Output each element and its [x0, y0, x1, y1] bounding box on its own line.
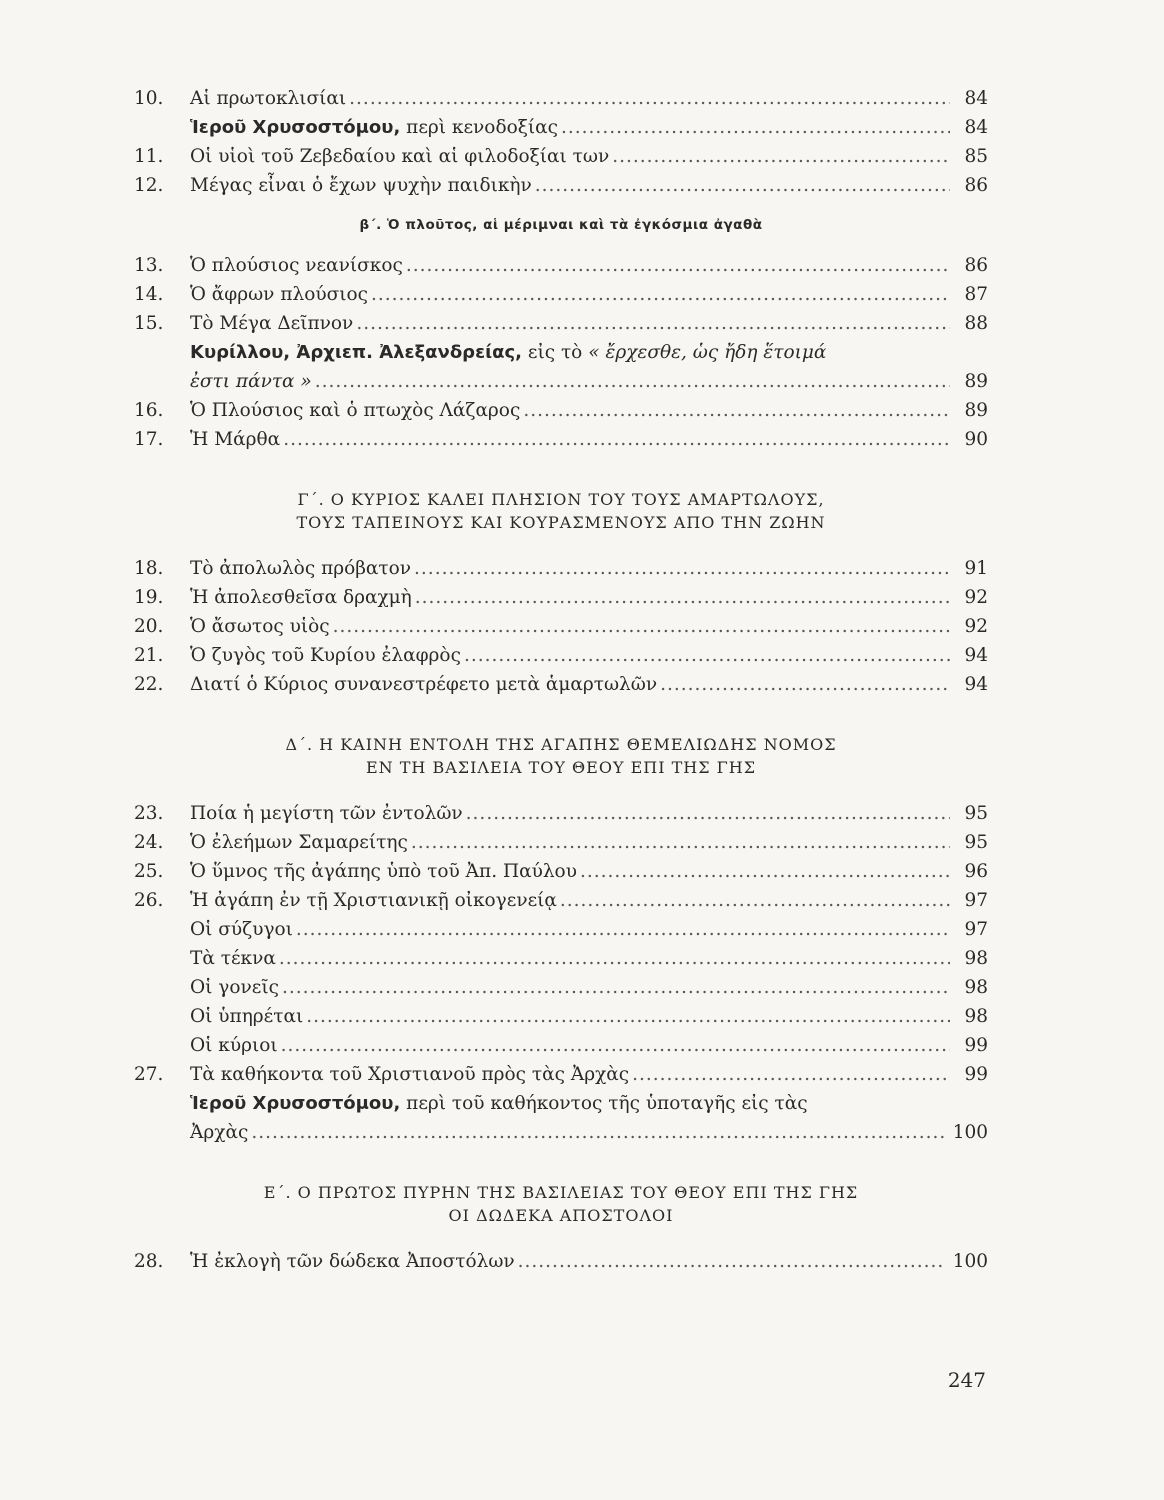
chrysostom-text-1: περὶ τοῦ καθήκοντος τῆς ὑποταγῆς εἰς τὰς	[400, 1093, 808, 1114]
toc-entry	[134, 1247, 988, 1276]
toc-entry	[134, 583, 988, 612]
section-heading-e-line2: ΟΙ ΔΩΔΕΚΑ ΑΠΟΣΤΟΛΟΙ	[448, 1206, 674, 1225]
leader-dots	[580, 857, 950, 886]
page-ref: 95	[964, 832, 988, 853]
leader-dots	[414, 554, 950, 583]
leader-dots	[282, 973, 950, 1002]
toc-entry	[134, 1031, 988, 1060]
toc-group-c	[134, 554, 988, 699]
section-heading-c-line1: Γ΄. Ο ΚΥΡΙΟΣ ΚΑΛΕΙ ΠΛΗΣΙΟΝ ΤΟΥ ΤΟΥΣ ΑΜΑΡΤΩΛΟΥΣ,	[297, 490, 825, 509]
chrysostom-author: Ἱεροῦ Χρυσοστόμου,	[190, 1093, 401, 1114]
chrysostom-text-2: Ἀρχὰς	[190, 1122, 249, 1143]
entry-title: Μέγας εἶναι ὁ ἔχων ψυχὴν παιδικὴν	[190, 175, 532, 196]
toc-entry	[134, 944, 988, 973]
entry-title: Τὸ Μέγα Δεῖπνον	[190, 313, 354, 334]
toc-entry-kyrillos-cont	[134, 367, 988, 396]
page-ref: 97	[964, 890, 988, 911]
toc-entry-chrysostom	[134, 1089, 988, 1118]
toc-entry	[134, 425, 988, 454]
page-ref: 100	[952, 1251, 988, 1272]
page-ref: 91	[964, 558, 988, 579]
entry-number: 16.	[134, 400, 164, 421]
toc-group-d	[134, 799, 988, 1089]
toc-entry	[134, 1002, 988, 1031]
leader-dots	[356, 309, 950, 338]
entry-number: 28.	[134, 1251, 164, 1272]
page-ref: 89	[964, 400, 988, 421]
entry-title: Ὁ ζυγὸς τοῦ Κυρίου ἐλαφρὸς	[190, 645, 461, 666]
page-ref: 99	[964, 1064, 988, 1085]
page-ref: 96	[964, 861, 988, 882]
toc-entry	[134, 612, 988, 641]
entry-number: 19.	[134, 587, 164, 608]
toc-entry	[134, 396, 988, 425]
leader-dots	[632, 1060, 950, 1089]
entry-number: 24.	[134, 832, 164, 853]
page-ref: 84	[964, 117, 988, 138]
leader-dots	[411, 828, 950, 857]
entry-number: 13.	[134, 255, 164, 276]
entry-number: 17.	[134, 429, 164, 450]
entry-number: 23.	[134, 803, 164, 824]
table-of-contents	[134, 84, 988, 1276]
leader-dots	[283, 425, 950, 454]
leader-dots	[406, 251, 950, 280]
entry-number: 27.	[134, 1064, 164, 1085]
entry-title: Ἡ ἐκλογὴ τῶν δώδεκα Ἀποστόλων	[190, 1251, 515, 1272]
entry-title: Ἡ ἀγάπη ἐν τῇ Χριστιανικῇ οἰκογενείᾳ	[190, 890, 557, 911]
entry-title: Ὁ ἄσωτος υἱὸς	[190, 616, 330, 637]
page-ref: 98	[964, 1006, 988, 1027]
toc-entry-chrysostom-cont	[134, 1118, 988, 1147]
section-heading-d-line1: Δ΄. Η ΚΑΙΝΗ ΕΝΤΟΛΗ ΤΗΣ ΑΓΑΠΗΣ ΘΕΜΕΛΙΩΔΗΣ ΝΟΜΟΣ	[285, 735, 837, 754]
entry-title: Τὰ τέκνα	[190, 948, 276, 969]
toc-entry	[134, 886, 988, 915]
page-ref: 94	[964, 674, 988, 695]
page-ref: 86	[964, 255, 988, 276]
toc-entry	[134, 142, 988, 171]
page-ref: 90	[964, 429, 988, 450]
toc-entry	[134, 641, 988, 670]
leader-dots	[279, 944, 950, 973]
entry-number: 22.	[134, 674, 164, 695]
toc-entry	[134, 1060, 988, 1089]
entry-number: 21.	[134, 645, 164, 666]
entry-title: Ποία ἡ μεγίστη τῶν ἐντολῶν	[190, 803, 463, 824]
leader-dots	[306, 1002, 950, 1031]
leader-dots	[466, 799, 950, 828]
toc-entry	[134, 857, 988, 886]
entry-title: Τὰ καθήκοντα τοῦ Χριστιανοῦ πρὸς τὰς Ἀρχὰς	[190, 1064, 630, 1085]
toc-entry	[134, 280, 988, 309]
leader-dots	[561, 113, 950, 142]
entry-title: Αἱ πρωτοκλισίαι	[190, 88, 347, 109]
entry-title: Οἱ σύζυγοι	[190, 919, 293, 940]
page-ref: 88	[964, 313, 988, 334]
leader-dots	[296, 915, 950, 944]
entry-number: 26.	[134, 890, 164, 911]
entry-title: Ἡ Μάρθα	[190, 429, 281, 450]
entry-number: 18.	[134, 558, 164, 579]
entry-title: Ἡ ἀπολεσθεῖσα δραχμὴ	[190, 587, 412, 608]
entry-title: περὶ κενοδοξίας	[400, 117, 559, 138]
entry-number: 10.	[134, 88, 164, 109]
entry-number: 20.	[134, 616, 164, 637]
kyrillos-quote-1: « ἔρχεσθε, ὡς ἤδη ἕτοιμά	[588, 342, 827, 363]
page-ref: 97	[964, 919, 988, 940]
page-ref: 87	[964, 284, 988, 305]
page-ref: 98	[964, 977, 988, 998]
leader-dots	[660, 670, 950, 699]
leader-dots	[333, 612, 950, 641]
entry-title: Διατί ὁ Κύριος συνανεστρέφετο μετὰ ἁμαρτωλῶν	[190, 674, 658, 695]
section-heading-d	[134, 733, 988, 779]
entry-title: Ὁ ἄφρων πλούσιος	[190, 284, 368, 305]
entry-title: Τὸ ἀπολωλὸς πρόβατον	[190, 558, 412, 579]
entry-number: 11.	[134, 146, 164, 167]
toc-group-e	[134, 1247, 988, 1276]
kyrillos-lead: εἰς τὸ	[521, 342, 589, 363]
leader-dots	[281, 1031, 950, 1060]
entry-title: Οἱ ὑπηρέται	[190, 1006, 304, 1027]
entry-title: Οἱ υἱοὶ τοῦ Ζεβεδαίου καὶ αἱ φιλοδοξίαι των	[190, 146, 610, 167]
leader-dots	[612, 142, 950, 171]
toc-group-b2	[134, 396, 988, 454]
toc-group-pre	[134, 84, 988, 200]
leader-dots	[535, 171, 950, 200]
section-heading-e	[134, 1181, 988, 1227]
toc-entry-kyrillos	[134, 338, 988, 367]
page-ref: 98	[964, 948, 988, 969]
kyrillos-quote-2: ἐστι πάντα »	[190, 371, 312, 392]
section-heading-d-line2: ΕΝ ΤΗ ΒΑΣΙΛΕΙΑ ΤΟΥ ΘΕΟΥ ΕΠΙ ΤΗΣ ΓΗΣ	[365, 758, 757, 777]
entry-number: 25.	[134, 861, 164, 882]
page-ref: 86	[964, 175, 988, 196]
toc-entry	[134, 171, 988, 200]
toc-entry	[134, 84, 988, 113]
toc-entry	[134, 113, 988, 142]
leader-dots	[560, 886, 950, 915]
leader-dots	[518, 1247, 945, 1276]
page-number: 247	[947, 1368, 986, 1392]
toc-entry	[134, 915, 988, 944]
toc-group-b	[134, 251, 988, 338]
entry-title: Ὁ Πλούσιος καὶ ὁ πτωχὸς Λάζαρος	[190, 400, 521, 421]
entry-number: 12.	[134, 175, 164, 196]
section-heading-e-line1: Ε΄. Ο ΠΡΩΤΟΣ ΠΥΡΗΝ ΤΗΣ ΒΑΣΙΛΕΙΑΣ ΤΟΥ ΘΕΟΥ ΕΠΙ ΤΗΣ ΓΗΣ	[263, 1183, 859, 1202]
toc-entry	[134, 251, 988, 280]
leader-dots	[415, 583, 950, 612]
leader-dots	[523, 396, 950, 425]
toc-entry	[134, 799, 988, 828]
kyrillos-author: Κυρίλλου, Ἀρχιεπ. Ἀλεξανδρείας,	[190, 342, 522, 363]
page-ref: 92	[964, 616, 988, 637]
page-ref: 94	[964, 645, 988, 666]
page-ref: 100	[952, 1122, 988, 1143]
page-ref: 89	[964, 371, 988, 392]
leader-dots	[251, 1118, 944, 1147]
section-heading-b: β΄. Ὁ πλοῦτος, αἱ μέριμναι καὶ τὰ ἐγκόσμια ἀγαθὰ	[359, 217, 763, 233]
page-ref: 99	[964, 1035, 988, 1056]
entry-title: Οἱ γονεῖς	[190, 977, 279, 998]
page-ref: 85	[964, 146, 988, 167]
leader-dots	[315, 367, 950, 396]
toc-entry	[134, 828, 988, 857]
toc-entry	[134, 309, 988, 338]
page-ref: 84	[964, 88, 988, 109]
entry-title: Ὁ πλούσιος νεανίσκος	[190, 255, 403, 276]
page-ref: 95	[964, 803, 988, 824]
leader-dots	[349, 84, 950, 113]
toc-entry	[134, 554, 988, 583]
toc-entry	[134, 670, 988, 699]
leader-dots	[464, 641, 950, 670]
entry-title: Οἱ κύριοι	[190, 1035, 278, 1056]
section-heading-c	[134, 488, 988, 534]
leader-dots	[371, 280, 950, 309]
entry-title: Ὁ ὕμνος τῆς ἀγάπης ὑπὸ τοῦ Ἀπ. Παύλου	[190, 861, 577, 882]
page-ref: 92	[964, 587, 988, 608]
section-heading-c-line2: ΤΟΥΣ ΤΑΠΕΙΝΟΥΣ ΚΑΙ ΚΟΥΡΑΣΜΕΝΟΥΣ ΑΠΟ ΤΗΝ ΖΩΗΝ	[296, 513, 826, 532]
toc-entry	[134, 973, 988, 1002]
entry-number: 14.	[134, 284, 164, 305]
entry-title: Ὁ ἐλεήμων Σαμαρείτης	[190, 832, 408, 853]
entry-number: 15.	[134, 313, 164, 334]
entry-author: Ἱεροῦ Χρυσοστόμου,	[190, 117, 401, 138]
